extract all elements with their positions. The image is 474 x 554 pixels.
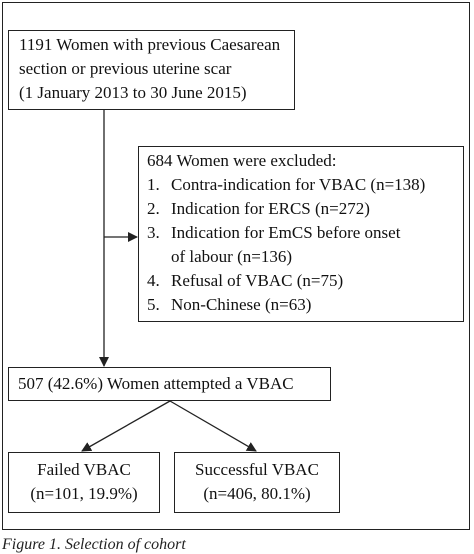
failed-box-line-2: (n=101, 19.9%)	[30, 484, 138, 503]
success-box-line-2: (n=406, 80.1%)	[203, 484, 311, 503]
exclusion-item-text: Indication for EmCS before onset	[171, 223, 401, 242]
attempt-box-text: 507 (42.6%) Women attempted a VBAC	[18, 374, 294, 393]
exclusion-item-number: 1.	[147, 175, 160, 194]
exclusion-item-text: of labour (n=136)	[171, 247, 293, 266]
failed-box-line-1: Failed VBAC	[37, 460, 131, 479]
exclusion-item-text: Indication for ERCS (n=272)	[171, 199, 370, 218]
start-box-line-2: section or previous uterine scar	[19, 59, 232, 78]
exclusion-item-number: 3.	[147, 223, 160, 242]
start-box-line-3: (1 January 2013 to 30 June 2015)	[19, 83, 247, 102]
exclusion-item-number: 5.	[147, 295, 160, 314]
exclusion-item-number: 2.	[147, 199, 160, 218]
exclusion-item-text: Contra-indication for VBAC (n=138)	[171, 175, 426, 194]
exclusion-heading: 684 Women were excluded:	[147, 151, 337, 170]
figure-caption: Figure 1. Selection of cohort	[2, 536, 186, 553]
exclusion-item-number: 4.	[147, 271, 160, 290]
success-box-line-1: Successful VBAC	[195, 460, 319, 479]
success-branch-arrow	[170, 401, 256, 451]
exclusion-item-text: Non-Chinese (n=63)	[171, 295, 312, 314]
failed-branch-arrow	[82, 401, 170, 451]
exclusion-item-text: Refusal of VBAC (n=75)	[171, 271, 344, 290]
start-box-line-1: 1191 Women with previous Caesarean	[19, 35, 281, 54]
